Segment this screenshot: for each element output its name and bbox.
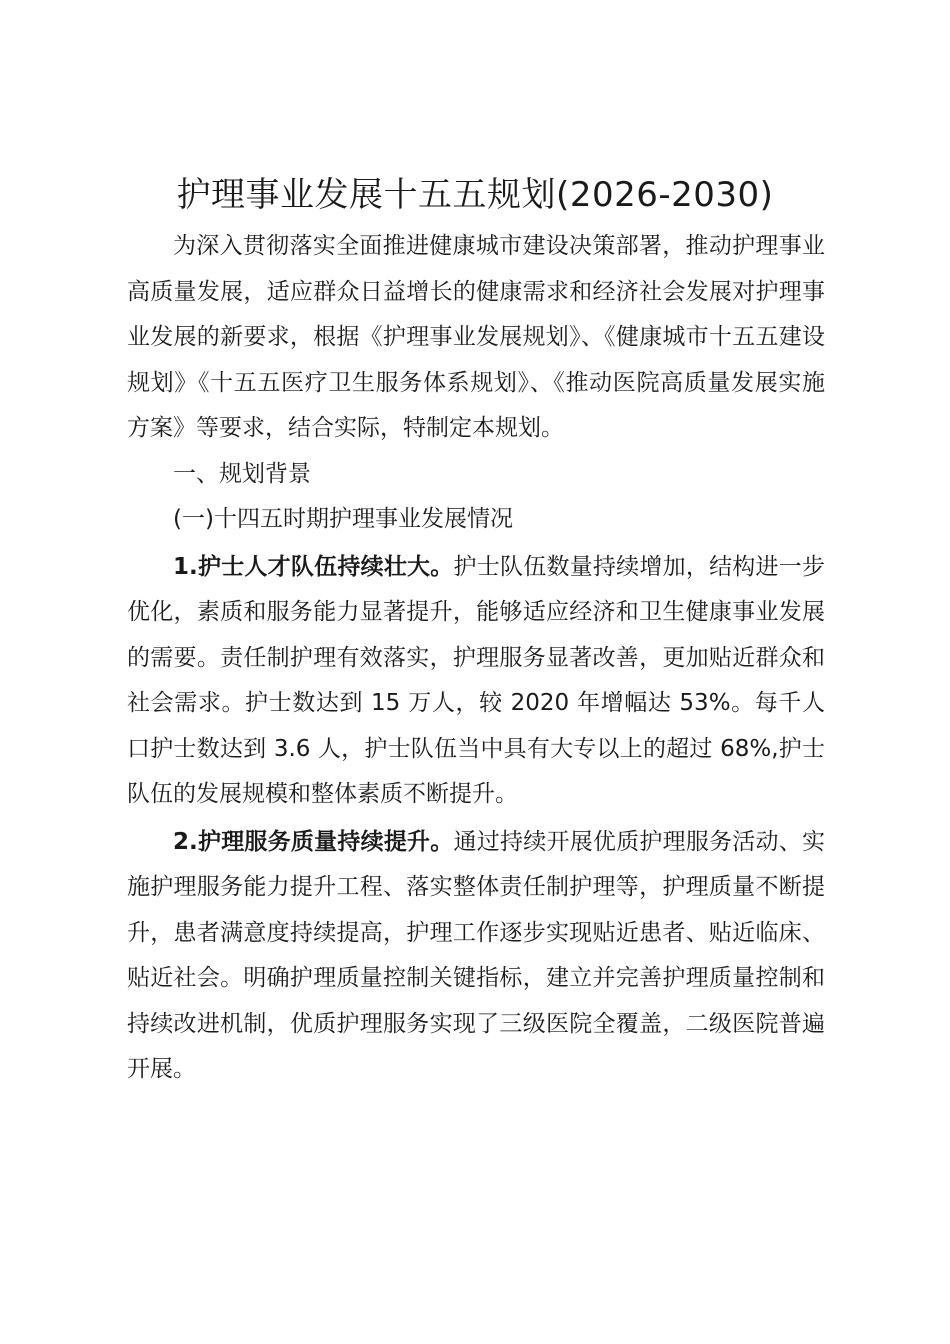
point-paragraph: [127, 820, 825, 1093]
point-text: 护士队伍数量持续增加，结构进一步优化，素质和服务能力显著提升，能够适应经济和卫生健康事业发展的需要。责任制护理有效落实，护理服务显著改善，更加贴近群众和社会需求。护士数达到 15 万人，较 2020 年增幅达 53%。每千人口护士数达到 3.6 人，护士队伍当中具有大专以上的超过 68%,护士队伍的发展规模和整体素质不断提升。: [127, 553, 826, 807]
point-lead: 2.护理服务质量持续提升。: [173, 828, 454, 855]
section-heading: 一、规划背景: [173, 460, 311, 487]
point-lead: 1.护士人才队伍持续壮大。: [173, 553, 454, 580]
point-paragraph: [127, 545, 825, 818]
subsection-heading: (一)十四五时期护理事业发展情况: [173, 506, 513, 532]
intro-paragraph: 为深入贯彻落实全面推进健康城市建设决策部署，推动护理事业高质量发展，适应群众日益增长的健康需求和经济社会发展对护理事业发展的新要求，根据《护理事业发展规划》、《健康城市十五五建设规划》《十五五医疗卫生服务体系规划》、《推动医院高质量发展实施方案》等要求，结合实际，特制定本规划。: [127, 233, 825, 441]
document-title: 护理事业发展十五五规划(2026-2030): [176, 175, 774, 215]
document-body: [127, 224, 825, 1093]
point-text: 通过持续开展优质护理服务活动、实施护理服务能力提升工程、落实整体责任制护理等，护理质量不断提升，患者满意度持续提高，护理工作逐步实现贴近患者、贴近临床、贴近社会。明确护理质量控制关键指标，建立并完善护理质量控制和持续改进机制，优质护理服务实现了三级医院全覆盖，二级医院普遍开展。: [127, 828, 826, 1082]
